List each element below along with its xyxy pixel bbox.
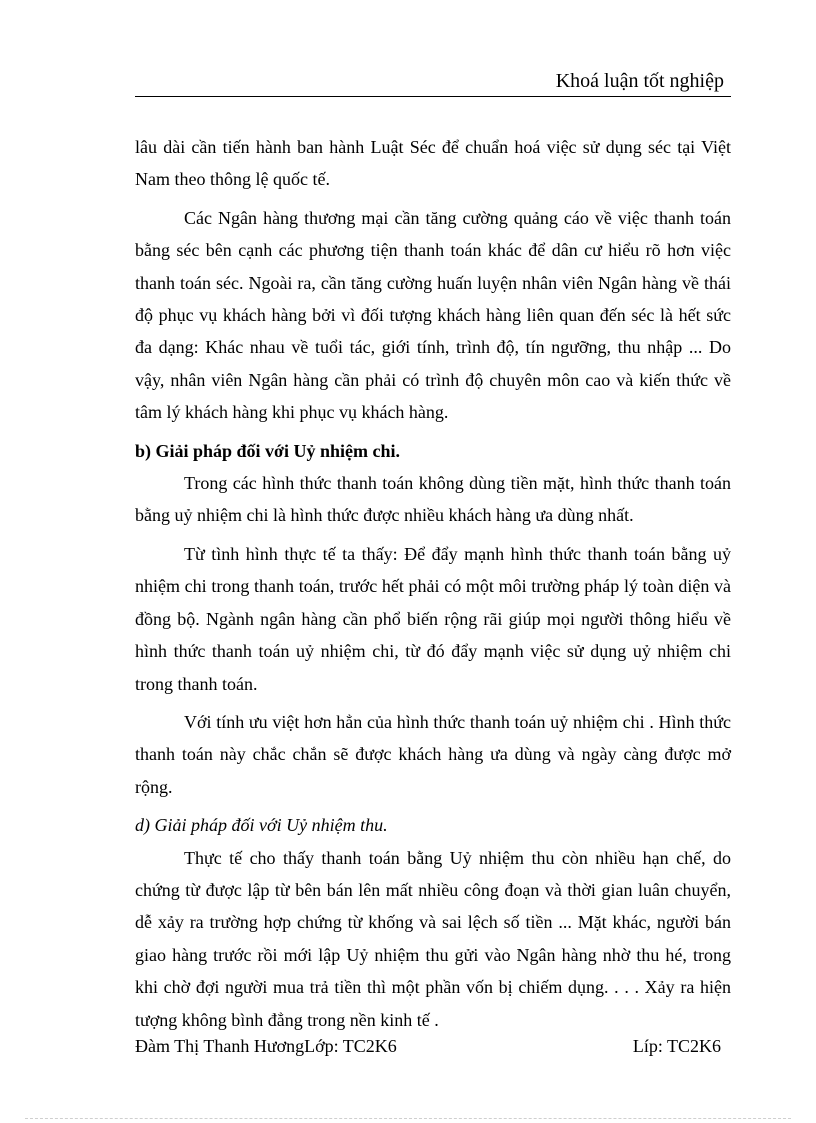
paragraph-collection-order-limits: Thực tế cho thấy thanh toán bằng Uỷ nhiệm thu còn nhiều hạn chế, do chứng từ được lập từ bên bán lên mất nhiều công đoạn và thời gian luân chuyển, dễ xảy ra trường hợp chứng từ khống và sai lệch số tiền ... Mặt khác, người bán giao hàng trước rồi mới lập Uỷ nhiệm thu gửi vào Ngân hàng nhờ thu hé, trong khi chờ đợi người mua trả tiền thì một phần vốn bị chiếm dụng. . . . Xảy ra hiện tượng không bình đẳng trong nền kinh tế .: [135, 847, 731, 1030]
page-bottom-edge: [25, 1118, 791, 1119]
paragraph-payment-order-legal: Từ tình hình thực tế ta thấy: Để đẩy mạnh hình thức thanh toán bằng uỷ nhiệm chi trong thanh toán, trước hết phải có một môi trường pháp lý toàn diện và đồng bộ. Ngành ngân hàng cần phổ biến rộng rãi giúp mọi người thông hiểu về hình thức thanh toán uỷ nhiệm chi, từ đó đẩy mạnh việc sử dụng uỷ nhiệm chi trong thanh toán.: [135, 543, 731, 694]
paragraph-bank-advertising: Các Ngân hàng thương mại cần tăng cường quảng cáo về việc thanh toán bằng séc bên cạnh các phương tiện thanh toán khác để dân cư hiểu rõ hơn việc thanh toán séc. Ngoài ra, cần tăng cường huấn luyện nhân viên Ngân hàng về thái độ phục vụ khách hàng bởi vì đối tượng khách hàng liên quan đến séc là hết sức đa dạng: Khác nhau về tuổi tác, giới tính, trình độ, tín ngưỡng, thu nhập ... Do vậy, nhân viên Ngân hàng cần phải có trình độ chuyên môn cao và kiến thức về tâm lý khách hàng khi phục vụ khách hàng.: [135, 207, 731, 423]
paragraph-payment-order-advantage: Với tính ưu việt hơn hẳn của hình thức thanh toán uỷ nhiệm chi . Hình thức thanh toán này chắc chắn sẽ được khách hàng ưa dùng và ngày càng được mở rộng.: [135, 711, 731, 797]
page-footer: [135, 1034, 721, 1058]
paragraph-continuation: lâu dài cần tiến hành ban hành Luật Séc để chuẩn hoá việc sử dụng séc tại Việt Nam theo thông lệ quốc tế.: [135, 137, 731, 190]
footer-author: Đàm Thị Thanh HươngLớp: TC2K6: [135, 1036, 397, 1056]
header-divider: [135, 96, 731, 97]
footer-class: Líp: TC2K6: [632, 1036, 721, 1056]
header-title: Khoá luận tốt nghiệp: [555, 70, 724, 92]
section-heading-payment-order: b) Giải pháp đối với Uỷ nhiệm chi.: [135, 440, 401, 461]
section-heading-collection-order: d) Giải pháp đối với Uỷ nhiệm thu.: [135, 815, 388, 836]
document-body: [135, 131, 731, 1042]
paragraph-payment-order-popularity: Trong các hình thức thanh toán không dùng tiền mặt, hình thức thanh toán bằng uỷ nhiệm chi là hình thức được nhiều khách hàng ưa dùng nhất.: [135, 473, 731, 526]
